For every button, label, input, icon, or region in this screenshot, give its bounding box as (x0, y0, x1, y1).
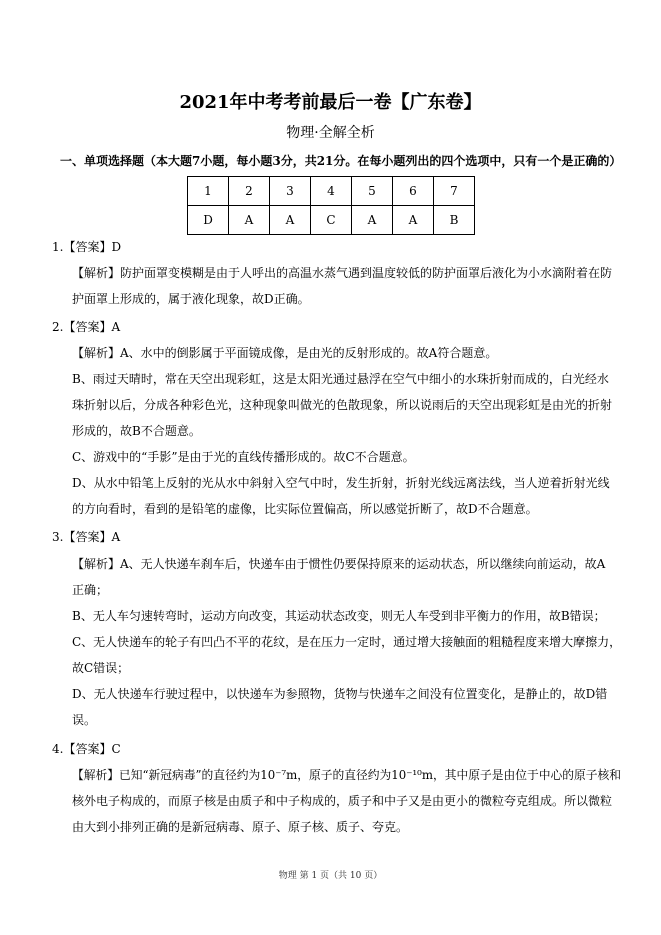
question-2-analysis-line: D、从水中铅笔上反射的光从水中斜射入空气中时，发生折射，折射光线远离法线，当人逆着折射光线 (72, 476, 610, 490)
question-3-analysis-line: D、无人快递车行驶过程中，以快递车为参照物，货物与快递车之间没有位置变化，是静止的，故D错 (72, 687, 608, 701)
answer-table-number: 7 (434, 177, 475, 206)
answer-table-answer: A (270, 206, 311, 235)
answer-table-number: 6 (393, 177, 434, 206)
question-3-analysis-line: 误。 (72, 713, 97, 727)
answer-table-answer: A (352, 206, 393, 235)
answer-table (187, 176, 475, 235)
question-1-analysis-line: 护面罩上形成的，属于液化现象，故D正确。 (72, 292, 310, 306)
question-2-analysis-line: 珠折射以后，分成各种彩色光，这种现象叫做光的色散现象，所以说雨后的天空出现彩虹是由光的折射 (72, 398, 613, 412)
answer-table-answer: D (188, 206, 229, 235)
question-4-analysis-line: 核外电子构成的，而原子核是由质子和中子构成的，质子和中子又是由更小的微粒夸克组成。所以微粒 (72, 794, 613, 808)
question-4-analysis-line: 【解析】已知“新冠病毒”的直径约为10⁻⁷m，原子的直径约为10⁻¹⁰m，其中原子是由位于中心的原子核和 (72, 768, 621, 782)
question-2-analysis-line: B、雨过天晴时，常在天空出现彩虹，这是太阳光通过悬浮在空气中细小的水珠折射而成的，白光经水 (72, 372, 609, 386)
question-2-answer: 2.【答案】A (52, 320, 121, 334)
question-2-analysis-line: 形成的，故B不合题意。 (72, 424, 201, 438)
question-4-answer: 4.【答案】C (52, 742, 121, 756)
question-1-answer: 1.【答案】D (52, 240, 122, 254)
answer-table-answer: C (311, 206, 352, 235)
answer-table-number: 5 (352, 177, 393, 206)
answer-table-number-row (188, 177, 475, 206)
answer-table-answer: A (393, 206, 434, 235)
question-2-analysis-line: 的方向看时，看到的是铅笔的虚像，比实际位置偏高，所以感觉折断了，故D不合题意。 (72, 502, 538, 516)
page-footer: 物理 第 1 页（共 10 页） (278, 871, 383, 881)
question-2-analysis-line: C、游戏中的“手影”是由于光的直线传播形成的。故C不合题意。 (72, 450, 415, 464)
question-4-analysis-line: 由大到小排列正确的是新冠病毒、原子、原子核、质子、夸克。 (72, 820, 409, 834)
question-3-analysis-line: 【解析】A、无人快递车刹车后，快递车由于惯性仍要保持原来的运动状态，所以继续向前运动，故A (72, 557, 606, 571)
answer-table-answer-row (188, 206, 475, 235)
answer-table-answer: B (434, 206, 475, 235)
answer-table-number: 1 (188, 177, 229, 206)
question-2-analysis-line: 【解析】A、水中的倒影属于平面镜成像，是由光的反射形成的。故A符合题意。 (72, 346, 498, 360)
answer-table-number: 3 (270, 177, 311, 206)
answer-table-number: 2 (229, 177, 270, 206)
question-1-analysis-line: 【解析】防护面罩变模糊是由于人呼出的高温水蒸气遇到温度较低的防护面罩后液化为小水滴附着在防 (72, 266, 613, 280)
section-heading: 一、单项选择题（本大题7小题，每小题3分，共21分。在每小题列出的四个选项中，只有一个是正确的） (60, 154, 622, 168)
page-subtitle: 物理·全解全析 (286, 125, 375, 141)
page-title: 2021年中考考前最后一卷【广东卷】 (179, 92, 482, 113)
question-3-analysis-line: 故C错误； (72, 661, 130, 675)
question-3-analysis-line: B、无人车匀速转弯时，运动方向改变，其运动状态改变，则无人车受到非平衡力的作用，故B错误； (72, 609, 606, 623)
question-3-answer: 3.【答案】A (52, 530, 121, 544)
question-3-analysis-line: C、无人快递车的轮子有凹凸不平的花纹，是在压力一定时，通过增大接触面的粗糙程度来增大摩擦力， (72, 635, 622, 649)
answer-table-number: 4 (311, 177, 352, 206)
question-3-analysis-line: 正确； (72, 583, 109, 597)
answer-table-answer: A (229, 206, 270, 235)
